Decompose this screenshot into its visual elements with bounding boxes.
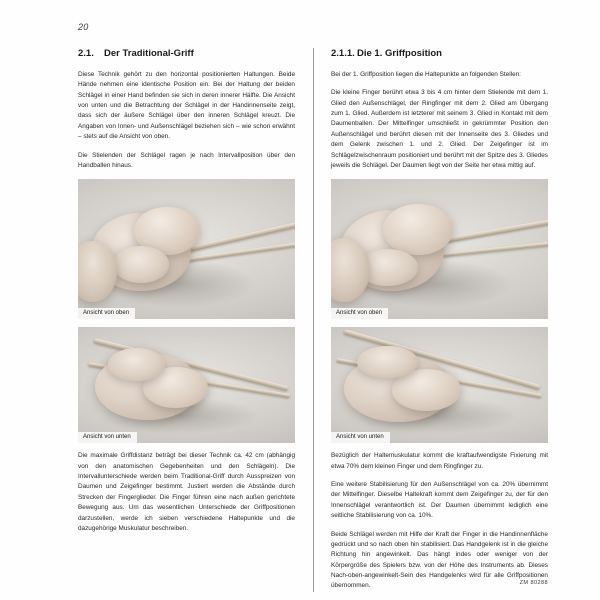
footer-code: ZM 80288 bbox=[519, 580, 548, 586]
left-section-heading bbox=[78, 48, 295, 60]
left-column bbox=[78, 48, 295, 534]
figure-left-top bbox=[78, 179, 295, 319]
left-paragraph-2: Die Stielenden der Schlägel ragen je nach Intervallposition über den Handballen hinaus. bbox=[78, 151, 295, 169]
figure-left-bottom-caption: Ansicht von unten bbox=[78, 432, 137, 443]
right-bottom-paragraph-1: Bezüglich der Haltemuskulatur kommt die kraftaufwendigste Fixierung mit etwa 70% dem kleinen Finger und dem Ringfinger zu. bbox=[331, 452, 548, 470]
left-paragraph-1: Diese Technik gehört zu den horizontal positionierten Haltungen. Beide Hände nehmen eine identische Position ein. Bei der Haltung der beiden Schlägel in einer Hand befinden sie sich in deren innerer Hälfte. Die Ansicht von unten und die Betrachtung der Schlägel in der Handinnenseite zeigt, dass sich der äußere Schlägel über den inneren Schlägel kreuzt. Die Angaben von Innen- und Außenschlägel beziehen sich – wie schon erwähnt – stets auf die Ansicht von oben. bbox=[78, 70, 295, 141]
right-bottom-paragraph-3: Beide Schlägel werden mit Hilfe der Kraft der Finger in die Handinnenfläche gedrückt und so nach oben hin stabilisiert. Das Handgelenk ist in die gleiche Richtung hin angewinkelt. Das hängt indes oder weniger von der Körpergröße des Spielers bzw. von der Höhe des Instruments ab. Dieses Nach-oben-angewinkelt-Sein des Handgelenks wird für alle Griffpositionen übernommen. bbox=[331, 530, 548, 590]
left-bottom-paragraph-1: Die maximale Griffdistanz beträgt bei dieser Technik ca. 42 cm (abhängig von den anatomischen Gegebenheiten und den Schlägeln). Die Intervallunterschiede werden beim Traditional-Griff durch Ausspreizen von Daumen und Zeigefinger bestimmt. Justiert werden die Abstände durch Strecken der Fingerglieder. Die Finger führen eine nach außen gerichtete Bewegung aus. Um das wesentlichen Unterschiede der Griffpositionen darzustellen, werde ich sieben verschiedene Haltepunkte und die dazugehörige Muskulatur beschreiben. bbox=[78, 452, 295, 532]
right-column bbox=[313, 48, 548, 592]
figure-left-top-caption: Ansicht von oben bbox=[78, 308, 135, 319]
photo-hand-bottom-view-right bbox=[331, 327, 548, 443]
photo-hand-top-view-left bbox=[78, 179, 295, 319]
right-section-heading bbox=[331, 48, 548, 60]
right-section-number: 2.1.1. bbox=[331, 48, 355, 59]
page-number: 20 bbox=[78, 22, 89, 32]
right-bottom-paragraph-2: Eine weitere Stabilisierung für den Außenschlägel von ca. 20% übernimmt der Mittelfinger. Dieselbe Haltekraft kommt dem Zeigefinger zu, der für den Innenschlägel verantwortlich ist. Der Daumen übernimmt lediglich eine seitliche Stabilisierung von ca. 10%. bbox=[331, 481, 548, 520]
photo-hand-bottom-view-left bbox=[78, 327, 295, 443]
figure-right-bottom bbox=[331, 327, 548, 443]
photo-hand-top-view-right bbox=[331, 179, 548, 319]
figure-left-bottom bbox=[78, 327, 295, 443]
left-section-number: 2.1. bbox=[78, 48, 94, 59]
right-paragraph-1: Bei der 1. Griffposition liegen die Haltepunkte an folgenden Stellen: bbox=[331, 70, 521, 78]
right-section-title: Die 1. Griffposition bbox=[357, 48, 442, 59]
two-column-layout bbox=[78, 48, 548, 592]
figure-right-bottom-caption: Ansicht von unten bbox=[331, 432, 390, 443]
figure-right-top bbox=[331, 179, 548, 319]
left-section-title: Der Traditional-Griff bbox=[104, 48, 194, 59]
figure-right-top-caption: Ansicht von oben bbox=[331, 308, 388, 319]
right-paragraph-2: Die kleine Finger berührt etwa 3 bis 4 cm hinter dem Stielende mit dem 1. Glied den Außenschlägel, der Ringfinger mit dem 2. Glied am Übergang zum 1. Glied. Außerdem ist letzterer mit seinem 3. Glied in Kontakt mit dem Daumenballen. Der Mittelfinger umschließt in gekrümmter Position den Außenschlägel und berührt diesen mit der Innenseite des 3. Gliedes und dem Gelenk zwischen 1. und 2. Glied. Der Zeigefinger ist im Schlägelzwischenraum positioniert und berührt mit der Spitze des 3. Gliedes jeweils die Schlägel. Der Daumen liegt von der Seite her etwa mittig auf. bbox=[331, 89, 548, 169]
